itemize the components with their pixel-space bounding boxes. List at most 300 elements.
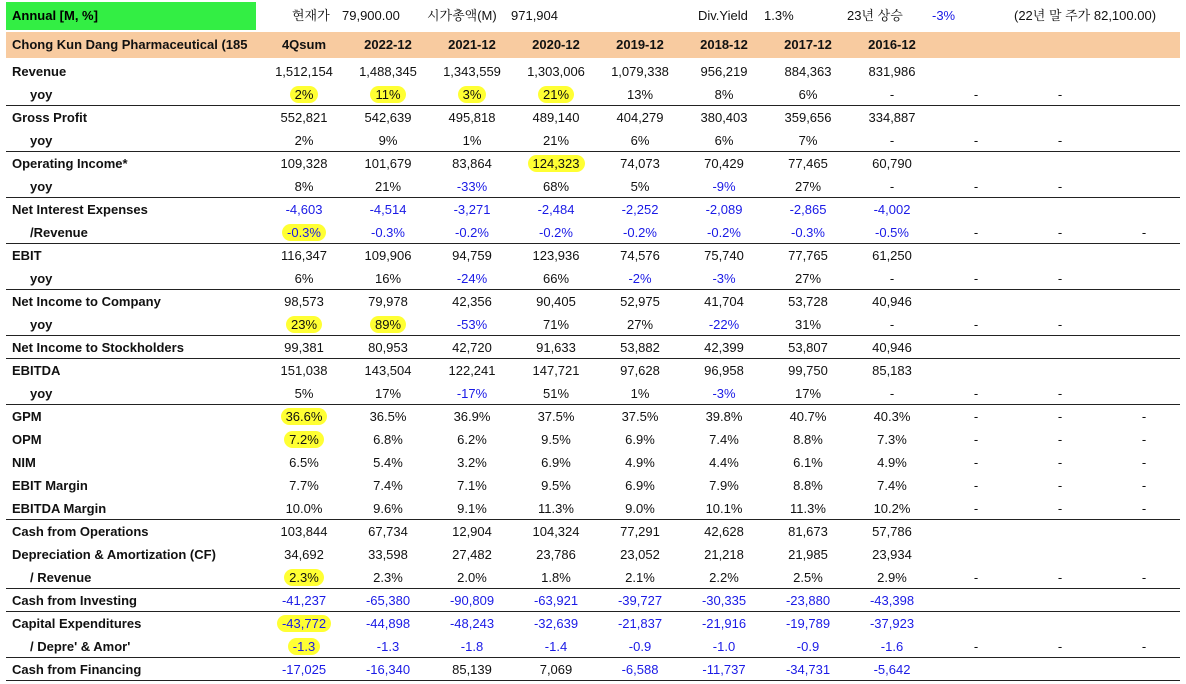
summary-bar bbox=[0, 2, 1186, 30]
cell-value: 7.2% bbox=[284, 431, 324, 448]
cell-value: 21% bbox=[542, 133, 570, 148]
table-cell bbox=[262, 221, 346, 244]
cell-value: 489,140 bbox=[532, 110, 580, 125]
table-cell bbox=[682, 313, 766, 336]
extra-cell bbox=[934, 290, 1018, 313]
table-row bbox=[6, 359, 1180, 382]
table-cell bbox=[766, 359, 850, 382]
row-label: Cash from Financing bbox=[12, 662, 142, 677]
table-cell bbox=[514, 267, 598, 290]
table-cell bbox=[514, 313, 598, 336]
table-cell bbox=[766, 589, 850, 612]
cell-value: 6.2% bbox=[457, 432, 487, 447]
table-row bbox=[6, 520, 1180, 543]
extra-cell bbox=[1102, 520, 1186, 543]
table-cell bbox=[598, 175, 682, 198]
table-cell bbox=[514, 405, 598, 428]
row-divider bbox=[6, 680, 1180, 681]
table-cell bbox=[262, 267, 346, 290]
cell-value: 53,728 bbox=[788, 294, 828, 309]
cell-value: 7.4% bbox=[709, 432, 739, 447]
cell-value: -41,237 bbox=[281, 593, 327, 608]
extra-cell: - bbox=[1057, 501, 1063, 516]
row-label: Cash from Operations bbox=[12, 524, 149, 539]
extra-cell: - bbox=[1057, 639, 1063, 654]
cell-value: 8% bbox=[714, 87, 734, 102]
row-label: EBIT bbox=[12, 248, 42, 263]
table-cell bbox=[598, 543, 682, 566]
cell-value: -65,380 bbox=[365, 593, 411, 608]
cell-value: 79,978 bbox=[368, 294, 408, 309]
table-cell bbox=[514, 152, 598, 175]
cell-value: -37,923 bbox=[869, 616, 915, 631]
cell-value: 16% bbox=[374, 271, 402, 286]
table-cell bbox=[430, 60, 514, 83]
row-divider bbox=[6, 588, 1180, 589]
table-cell bbox=[514, 589, 598, 612]
extra-cell: - bbox=[973, 409, 979, 424]
column-header: 2016-12 bbox=[868, 37, 916, 52]
table-cell bbox=[682, 60, 766, 83]
market-cap-label: 시가총액(M) bbox=[427, 8, 497, 23]
table-cell bbox=[514, 290, 598, 313]
cell-value: -90,809 bbox=[449, 593, 495, 608]
extra-cell bbox=[1102, 244, 1186, 267]
row-label: Gross Profit bbox=[12, 110, 88, 125]
extra-cell: - bbox=[973, 432, 979, 447]
table-cell bbox=[514, 382, 598, 405]
cell-value: -30,335 bbox=[701, 593, 747, 608]
table-row bbox=[6, 221, 1180, 244]
cell-value: -0.5% bbox=[875, 225, 909, 240]
extra-cell bbox=[1018, 60, 1102, 83]
table-row bbox=[6, 497, 1180, 520]
cell-value: 27,482 bbox=[452, 547, 492, 562]
cell-value: 1,343,559 bbox=[443, 64, 501, 79]
column-header-row bbox=[6, 32, 1180, 58]
table-cell bbox=[514, 612, 598, 635]
cell-value: 143,504 bbox=[364, 363, 412, 378]
cell-value: 122,241 bbox=[448, 363, 496, 378]
extra-cell: - bbox=[973, 317, 979, 332]
extra-cell: - bbox=[1057, 317, 1063, 332]
table-cell bbox=[262, 451, 346, 474]
cell-value: 99,381 bbox=[284, 340, 324, 355]
cell-value: 2.2% bbox=[709, 570, 739, 585]
table-cell bbox=[514, 543, 598, 566]
row-label: yoy bbox=[30, 317, 53, 332]
table-cell bbox=[766, 83, 850, 106]
extra-cell bbox=[1102, 175, 1186, 198]
extra-cell bbox=[1102, 589, 1186, 612]
row-label: Net Income to Stockholders bbox=[12, 340, 184, 355]
table-cell bbox=[850, 635, 934, 658]
table-row bbox=[6, 267, 1180, 290]
extra-cell bbox=[1102, 612, 1186, 635]
table-cell bbox=[766, 336, 850, 359]
cell-value: 2.3% bbox=[373, 570, 403, 585]
table-cell bbox=[262, 612, 346, 635]
table-cell bbox=[262, 428, 346, 451]
cell-value: 70,429 bbox=[704, 156, 744, 171]
cell-value: 81,673 bbox=[788, 524, 828, 539]
table-cell bbox=[430, 497, 514, 520]
row-divider bbox=[6, 243, 1180, 244]
table-cell bbox=[766, 382, 850, 405]
table-cell bbox=[850, 359, 934, 382]
cell-value: 11% bbox=[370, 86, 405, 103]
table-cell bbox=[682, 336, 766, 359]
table-cell bbox=[514, 658, 598, 681]
table-cell bbox=[850, 382, 934, 405]
row-divider bbox=[6, 358, 1180, 359]
table-cell bbox=[682, 83, 766, 106]
row-divider bbox=[6, 105, 1180, 106]
extra-cell bbox=[934, 336, 1018, 359]
cell-value: -4,603 bbox=[285, 202, 323, 217]
extra-cell: - bbox=[1141, 455, 1147, 470]
cell-value: -6,588 bbox=[621, 662, 659, 677]
table-cell bbox=[514, 451, 598, 474]
table-cell bbox=[346, 221, 430, 244]
cell-value: 2.0% bbox=[457, 570, 487, 585]
table-cell bbox=[598, 589, 682, 612]
table-cell bbox=[430, 612, 514, 635]
row-label: yoy bbox=[30, 133, 53, 148]
table-cell bbox=[598, 451, 682, 474]
table-cell bbox=[682, 520, 766, 543]
cell-value: 75,740 bbox=[704, 248, 744, 263]
table-row bbox=[6, 244, 1180, 267]
row-label: EBITDA Margin bbox=[12, 501, 107, 516]
cell-value: -4,002 bbox=[873, 202, 911, 217]
table-cell bbox=[850, 658, 934, 681]
table-cell bbox=[598, 382, 682, 405]
table-cell bbox=[346, 198, 430, 221]
extra-cell bbox=[1102, 313, 1186, 336]
cell-value: 7.4% bbox=[373, 478, 403, 493]
cell-value: 2.9% bbox=[877, 570, 907, 585]
cell-value: 98,573 bbox=[284, 294, 324, 309]
extra-cell bbox=[1102, 198, 1186, 221]
table-row bbox=[6, 474, 1180, 497]
cell-value: -2,484 bbox=[537, 202, 575, 217]
cell-value: -48,243 bbox=[449, 616, 495, 631]
table-cell bbox=[766, 198, 850, 221]
extra-cell: - bbox=[1141, 225, 1147, 240]
cell-value: 23% bbox=[286, 316, 322, 333]
cell-value: 1,079,338 bbox=[611, 64, 669, 79]
cell-value: 23,786 bbox=[536, 547, 576, 562]
cell-value: 37.5% bbox=[621, 409, 659, 424]
table-cell bbox=[598, 267, 682, 290]
table-cell bbox=[850, 221, 934, 244]
cell-value: 27% bbox=[626, 317, 654, 332]
table-row bbox=[6, 428, 1180, 451]
table-cell bbox=[346, 175, 430, 198]
extra-cell bbox=[1102, 83, 1186, 106]
extra-cell bbox=[1018, 589, 1102, 612]
table-cell bbox=[262, 359, 346, 382]
table-cell bbox=[262, 520, 346, 543]
extra-cell bbox=[934, 198, 1018, 221]
table-cell bbox=[850, 175, 934, 198]
extra-cell: - bbox=[1057, 455, 1063, 470]
cell-value: 21% bbox=[374, 179, 402, 194]
table-cell bbox=[598, 635, 682, 658]
row-label: / Depre' & Amor' bbox=[30, 639, 131, 654]
column-header: 2018-12 bbox=[700, 37, 748, 52]
cell-value: -16,340 bbox=[365, 662, 411, 677]
table-cell bbox=[514, 106, 598, 129]
row-divider bbox=[6, 404, 1180, 405]
row-divider bbox=[6, 289, 1180, 290]
cell-value: 36.5% bbox=[369, 409, 407, 424]
table-cell bbox=[682, 106, 766, 129]
table-cell bbox=[514, 198, 598, 221]
cell-value: 2.3% bbox=[284, 569, 324, 586]
cell-value: 6% bbox=[630, 133, 650, 148]
cell-value: 10.2% bbox=[873, 501, 911, 516]
cell-value: 34,692 bbox=[284, 547, 324, 562]
table-cell bbox=[850, 474, 934, 497]
cell-value: -1.3 bbox=[288, 638, 320, 655]
table-cell bbox=[850, 589, 934, 612]
cell-value: 7.7% bbox=[289, 478, 319, 493]
table-row bbox=[6, 60, 1180, 83]
cell-value: 2.1% bbox=[625, 570, 655, 585]
cell-value: 6.5% bbox=[289, 455, 319, 470]
extra-cell bbox=[1102, 106, 1186, 129]
cell-value: 8.8% bbox=[793, 432, 823, 447]
table-cell bbox=[262, 405, 346, 428]
table-cell bbox=[766, 313, 850, 336]
extra-cell: - bbox=[973, 501, 979, 516]
extra-cell: - bbox=[973, 386, 979, 401]
extra-cell: - bbox=[973, 570, 979, 585]
table-cell bbox=[598, 428, 682, 451]
cell-value: 74,576 bbox=[620, 248, 660, 263]
table-cell bbox=[766, 60, 850, 83]
extra-cell: - bbox=[1057, 478, 1063, 493]
extra-cell: - bbox=[1141, 409, 1147, 424]
extra-cell bbox=[1102, 336, 1186, 359]
table-cell bbox=[682, 198, 766, 221]
cell-value: 94,759 bbox=[452, 248, 492, 263]
row-label: Net Income to Company bbox=[12, 294, 161, 309]
column-header: 2020-12 bbox=[532, 37, 580, 52]
table-cell bbox=[850, 566, 934, 589]
table-cell bbox=[430, 336, 514, 359]
table-cell bbox=[514, 497, 598, 520]
cell-value: -53% bbox=[456, 317, 488, 332]
table-cell bbox=[850, 405, 934, 428]
cell-value: -4,514 bbox=[369, 202, 407, 217]
row-label: Depreciation & Amortization (CF) bbox=[12, 547, 216, 562]
cell-value: 33,598 bbox=[368, 547, 408, 562]
table-cell bbox=[430, 106, 514, 129]
cell-value: -1.4 bbox=[544, 639, 568, 654]
cell-value: 99,750 bbox=[788, 363, 828, 378]
extra-cell bbox=[1018, 106, 1102, 129]
table-cell bbox=[766, 267, 850, 290]
cell-value: -0.3% bbox=[282, 224, 326, 241]
table-cell bbox=[514, 83, 598, 106]
row-divider bbox=[6, 657, 1180, 658]
cell-value: 27% bbox=[794, 179, 822, 194]
cell-value: 40.7% bbox=[789, 409, 827, 424]
extra-cell bbox=[934, 589, 1018, 612]
extra-cell: - bbox=[1057, 271, 1063, 286]
cell-value: 124,323 bbox=[528, 155, 585, 172]
table-cell bbox=[766, 612, 850, 635]
table-cell bbox=[346, 152, 430, 175]
price-label: 현재가 bbox=[292, 8, 330, 23]
extra-cell bbox=[1018, 336, 1102, 359]
cell-value: 97,628 bbox=[620, 363, 660, 378]
cell-value: 103,844 bbox=[280, 524, 328, 539]
cell-value: -23,880 bbox=[785, 593, 831, 608]
extra-cell bbox=[934, 612, 1018, 635]
extra-cell bbox=[1102, 543, 1186, 566]
table-cell bbox=[430, 175, 514, 198]
row-divider bbox=[6, 611, 1180, 612]
row-label: EBITDA bbox=[12, 363, 61, 378]
row-label: EBIT Margin bbox=[12, 478, 88, 493]
row-label: Capital Expenditures bbox=[12, 616, 142, 631]
table-cell bbox=[346, 83, 430, 106]
table-cell bbox=[682, 175, 766, 198]
row-label: yoy bbox=[30, 271, 53, 286]
extra-cell bbox=[1018, 152, 1102, 175]
cell-value: 9.5% bbox=[541, 432, 571, 447]
table-cell bbox=[262, 543, 346, 566]
row-label: GPM bbox=[12, 409, 42, 424]
cell-value: 123,936 bbox=[532, 248, 580, 263]
cell-value: 91,633 bbox=[536, 340, 576, 355]
cell-value: 9.5% bbox=[541, 478, 571, 493]
cell-value: 53,882 bbox=[620, 340, 660, 355]
cell-value: 4.4% bbox=[709, 455, 739, 470]
column-header: 2022-12 bbox=[364, 37, 412, 52]
table-cell bbox=[430, 428, 514, 451]
table-row bbox=[6, 152, 1180, 175]
cell-value: 74,073 bbox=[620, 156, 660, 171]
row-label: / Revenue bbox=[30, 570, 92, 585]
extra-cell: - bbox=[973, 179, 979, 194]
table-cell bbox=[346, 543, 430, 566]
cell-value: 37.5% bbox=[537, 409, 575, 424]
table-cell bbox=[430, 382, 514, 405]
cell-value: 11.3% bbox=[538, 501, 574, 516]
table-cell bbox=[766, 221, 850, 244]
extra-cell bbox=[934, 152, 1018, 175]
table-row bbox=[6, 543, 1180, 566]
cell-value: 109,906 bbox=[364, 248, 412, 263]
cell-value: 552,821 bbox=[280, 110, 328, 125]
cell-value: - bbox=[889, 179, 895, 194]
cell-value: 8% bbox=[294, 179, 314, 194]
extra-cell: - bbox=[1141, 432, 1147, 447]
table-cell bbox=[262, 175, 346, 198]
table-cell bbox=[598, 221, 682, 244]
cell-value: -1.0 bbox=[712, 639, 736, 654]
table-cell bbox=[682, 382, 766, 405]
table-cell bbox=[682, 543, 766, 566]
row-label: OPM bbox=[12, 432, 42, 447]
table-cell bbox=[514, 635, 598, 658]
table-cell bbox=[598, 566, 682, 589]
table-cell bbox=[262, 382, 346, 405]
cell-value: 80,953 bbox=[368, 340, 408, 355]
cell-value: -5,642 bbox=[873, 662, 911, 677]
table-cell bbox=[346, 635, 430, 658]
table-cell bbox=[682, 290, 766, 313]
cell-value: 10.0% bbox=[285, 501, 323, 516]
cell-value: 21,218 bbox=[704, 547, 744, 562]
table-cell bbox=[598, 244, 682, 267]
cell-value: 147,721 bbox=[532, 363, 580, 378]
extra-cell bbox=[1018, 543, 1102, 566]
table-cell bbox=[346, 382, 430, 405]
table-cell bbox=[262, 474, 346, 497]
table-cell bbox=[682, 451, 766, 474]
cell-value: -3,271 bbox=[453, 202, 491, 217]
extra-cell: - bbox=[1141, 478, 1147, 493]
cell-value: 1,512,154 bbox=[275, 64, 333, 79]
table-cell bbox=[262, 290, 346, 313]
table-cell bbox=[430, 83, 514, 106]
cell-value: 42,356 bbox=[452, 294, 492, 309]
cell-value: 151,038 bbox=[280, 363, 328, 378]
table-row bbox=[6, 658, 1180, 681]
extra-cell bbox=[934, 60, 1018, 83]
cell-value: -17,025 bbox=[281, 662, 327, 677]
dividend-yield-value: 1.3% bbox=[764, 8, 794, 23]
extra-cell bbox=[934, 359, 1018, 382]
table-cell bbox=[430, 635, 514, 658]
extra-cell: - bbox=[1057, 570, 1063, 585]
table-cell bbox=[598, 60, 682, 83]
cell-value: -0.2% bbox=[539, 225, 573, 240]
extra-cell: - bbox=[1057, 432, 1063, 447]
cell-value: 23,052 bbox=[620, 547, 660, 562]
table-cell bbox=[430, 359, 514, 382]
cell-value: 9.0% bbox=[625, 501, 655, 516]
cell-value: 42,628 bbox=[704, 524, 744, 539]
table-cell bbox=[682, 152, 766, 175]
table-cell bbox=[346, 451, 430, 474]
table-cell bbox=[598, 497, 682, 520]
table-cell bbox=[514, 244, 598, 267]
table-cell bbox=[766, 106, 850, 129]
market-cap-value: 971,904 bbox=[511, 8, 558, 23]
cell-value: -19,789 bbox=[785, 616, 831, 631]
table-row bbox=[6, 198, 1180, 221]
table-cell bbox=[766, 520, 850, 543]
cell-value: -43,772 bbox=[277, 615, 331, 632]
row-divider bbox=[6, 151, 1180, 152]
table-cell bbox=[850, 451, 934, 474]
cell-value: 31% bbox=[794, 317, 822, 332]
cell-value: 6.1% bbox=[793, 455, 823, 470]
table-row bbox=[6, 83, 1180, 106]
cell-value: 380,403 bbox=[700, 110, 748, 125]
cell-value: 71% bbox=[542, 317, 570, 332]
cell-value: -33% bbox=[456, 179, 488, 194]
table-row bbox=[6, 451, 1180, 474]
table-row bbox=[6, 313, 1180, 336]
